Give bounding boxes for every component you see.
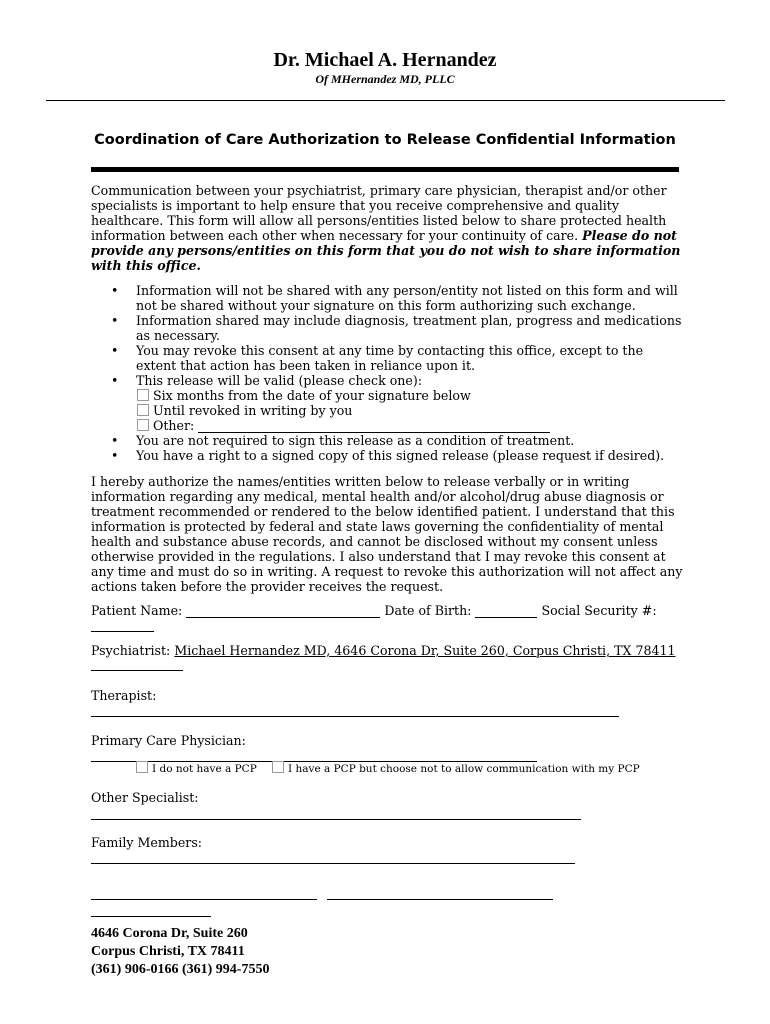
practice-name: Of MHernandez MD, PLLC (315, 72, 455, 86)
bullet-icon: • (111, 343, 119, 358)
list-item (91, 433, 683, 448)
list-item (91, 448, 683, 463)
doctor-name: Dr. Michael A. Hernandez (273, 49, 497, 71)
pcp-no-comm-label: I have a PCP but choose not to allow communication with my PCP (288, 763, 640, 775)
terms-list (91, 283, 683, 463)
pcp-no-comm-option (271, 761, 640, 777)
address-line-1: 4646 Corona Dr, Suite 260 (91, 926, 248, 941)
psychiatrist-value[interactable]: Michael Hernandez MD, 4646 Corona Dr, Suite 260, Corpus Christi, TX 78411 (174, 643, 676, 658)
ssn-input[interactable] (91, 631, 154, 632)
therapist-label: Therapist: (91, 688, 157, 703)
list-item (91, 283, 683, 313)
bullet-icon: • (111, 313, 119, 328)
address-line-2: Corpus Christi, TX 78411 (91, 944, 245, 959)
authorization-paragraph: I hereby authorize the names/entities written below to release verbally or in writing information regarding any medical, mental health and/or alcohol/drug abuse diagnosis or treatment recommended or rendered to the below identified patient. I understand that this information is protected by federal and state laws governing the confidentiality of mental health and substance abuse records, and cannot be disclosed without my consent unless otherwise provided in the regulations. I also understand that I may revoke this consent at any time and must do so in writing. A request to revoke this authorization will not affect any actions taken before the provider receives the request. (91, 474, 683, 594)
dob-label: Date of Birth: (384, 603, 472, 618)
therapist-input[interactable] (91, 716, 619, 717)
bullet-icon: • (111, 433, 119, 448)
bullet-icon: • (111, 448, 119, 463)
psychiatrist-row (91, 643, 683, 658)
intro-paragraph (91, 183, 683, 273)
patient-name-label: Patient Name: (91, 603, 183, 618)
pcp-no-comm-checkbox[interactable] (272, 761, 284, 773)
form-title: Coordination of Care Authorization to Release Confidential Information (94, 132, 676, 148)
bullet-text: Information will not be shared with any person/entity not listed on this form and will not be shared without your signature on this form authorizing such exchange. (136, 283, 678, 313)
bullet-text: Information shared may include diagnosis, treatment plan, progress and medications as necessary. (136, 313, 682, 343)
dob-input[interactable] (475, 605, 537, 618)
other-label: Other: (153, 418, 195, 433)
patient-info-row (91, 603, 683, 618)
six-months-checkbox[interactable] (137, 389, 149, 401)
bullet-icon: • (111, 373, 119, 388)
bullet-icon: • (111, 283, 119, 298)
bullet-text: You may revoke this consent at any time by contacting this office, except to the extent that action has been taken in reliance upon it. (136, 343, 644, 373)
other-input[interactable] (198, 420, 550, 433)
signature-line[interactable] (91, 899, 317, 900)
no-pcp-option (135, 761, 257, 777)
intro-emphasis: Please do not provide any persons/entities on this form that you do not wish to share information with this office. (91, 228, 681, 273)
title-divider (91, 167, 679, 172)
header-divider (46, 100, 725, 101)
list-item (91, 313, 683, 343)
other-checkbox[interactable] (137, 419, 149, 431)
date-line[interactable] (327, 899, 553, 900)
family-members-input[interactable] (91, 863, 575, 864)
psychiatrist-label: Psychiatrist: (91, 643, 171, 658)
list-item (91, 343, 683, 373)
extra-line[interactable] (91, 916, 211, 917)
intro-text: Communication between your psychiatrist, primary care physician, therapist and/or other specialists is important to help ensure that you receive comprehensive and quality healthcare. This form will allow all persons/entities listed below to share protected health information between each other when necessary for your continuity of care. (91, 183, 667, 243)
ssn-label: Social Security #: (541, 603, 657, 618)
until-revoked-checkbox[interactable] (137, 404, 149, 416)
phone-numbers: (361) 906-0166 (361) 994-7550 (91, 962, 270, 977)
bullet-text: You are not required to sign this release as a condition of treatment. (136, 433, 575, 448)
six-months-label: Six months from the date of your signature below (153, 388, 471, 403)
no-pcp-label: I do not have a PCP (152, 763, 257, 775)
patient-name-input[interactable] (186, 605, 380, 618)
psychiatrist-line[interactable] (91, 670, 183, 671)
other-specialist-input[interactable] (91, 819, 581, 820)
family-members-label: Family Members: (91, 835, 203, 850)
bullet-text: You have a right to a signed copy of this signed release (please request if desired). (136, 448, 665, 463)
pcp-label: Primary Care Physician: (91, 733, 246, 748)
until-revoked-label: Until revoked in writing by you (153, 403, 353, 418)
list-item (91, 373, 683, 433)
other-specialist-label: Other Specialist: (91, 790, 199, 805)
no-pcp-checkbox[interactable] (136, 761, 148, 773)
bullet-text: This release will be valid (please check one): (136, 373, 423, 388)
